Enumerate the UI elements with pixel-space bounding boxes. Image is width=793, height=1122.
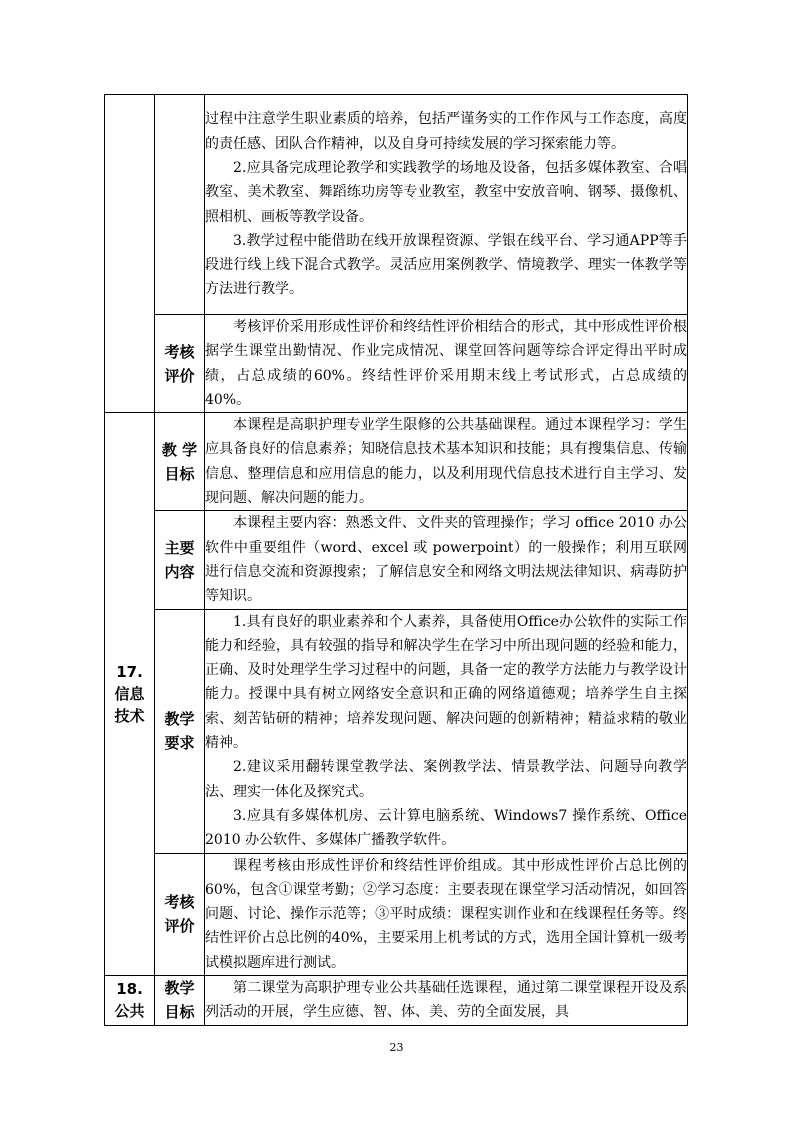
course-number: 17. — [116, 663, 143, 682]
section-label: 内容 — [164, 562, 195, 581]
table-row — [105, 853, 688, 975]
section-label: 教 学 — [161, 440, 198, 459]
paragraph: 3.应具有多媒体机房、云计算电脑系统、Windows7 操作系统、Office 2010 办公软件、多媒体广播教学软件。 — [205, 807, 687, 849]
course-name: 公共 — [114, 1002, 145, 1021]
paragraph: 课程考核由形成性评价和终结性评价组成。其中形成性评价占总比例的60%，包含①课堂考勤；②学习态度：主要表现在课堂学习活动情况，如回答问题、讨论、操作示范等；③平时成绩：课程实训作业和在线课程任务等。终结性评价占总比例的40%，主要采用上机考试的方式，选用全国计算机一级考试模拟题库进行测试。 — [205, 857, 687, 971]
paragraph: 过程中注意学生职业素质的培养，包括严谨务实的工作作风与工作态度，高度的责任感、团队合作精神，以及自身可持续发展的学习探索能力等。 — [205, 111, 687, 152]
course-name: 技术 — [114, 707, 145, 726]
section-label-cell — [155, 853, 205, 975]
table-row — [105, 95, 688, 315]
paragraph: 1.具有良好的职业素养和个人素养，具备使用Office办公软件的实际工作能力和经验，具有较强的指导和解决学生在学习中所出现问题的经验和能力，正确、及时处理学生学习过程中的问题，具备一定的教学方法能力与教学设计能力。授课中具有树立网络安全意识和正确的网络道德观；培养学生自主探索、刻苦钻研的精神；培养发现问题、解决问题的创新精神；精益求精的敬业精神。 — [205, 613, 687, 752]
section-content — [205, 511, 688, 609]
section-content — [205, 413, 688, 511]
section-label: 教学 — [164, 710, 195, 729]
section-label: 主要 — [164, 538, 195, 557]
paragraph: 3.教学过程中能借助在线开放课程资源、学银在线平台、学习通APP等手段进行线上线下混合式教学。灵活应用案例教学、情境教学、理实一体教学等方法进行教学。 — [205, 232, 687, 298]
paragraph: 考核评价采用形成性评价和终结性评价相结合的形式，其中形成性评价根据学生课堂出勤情况、作业完成情况、课堂回答问题等综合评定得出平时成绩，占总成绩的60%。终结性评价采用期末线上考试形式，占总成绩的40%。 — [205, 319, 687, 408]
section-label: 评价 — [164, 366, 195, 385]
paragraph: 第二课堂为高职护理专业公共基础任选课程，通过第二课堂课程开设及系列活动的开展，学生应德、智、体、美、劳的全面发展，具 — [205, 980, 687, 1021]
course-number-cell — [105, 95, 155, 413]
section-label: 要求 — [164, 734, 195, 753]
section-label: 目标 — [164, 464, 195, 483]
paragraph: 本课程是高职护理专业学生限修的公共基础课程。通过本课程学习：学生应具备良好的信息素养；知晓信息技术基本知识和技能；具有搜集信息、传输信息、整理信息和应用信息的能力，以及利用现代信息技术进行自主学习、发现问题、解决问题的能力。 — [205, 417, 687, 507]
course-number: 18. — [116, 980, 143, 999]
table-row — [105, 976, 688, 1026]
section-label: 目标 — [164, 1003, 195, 1022]
course-name: 信息 — [114, 685, 145, 704]
course-number-cell — [105, 413, 155, 976]
page-number: 23 — [389, 1041, 404, 1054]
section-content — [205, 315, 688, 413]
curriculum-table — [104, 94, 688, 1026]
section-content — [205, 95, 688, 315]
table-row — [105, 511, 688, 609]
section-label: 评价 — [164, 917, 195, 936]
section-label-cell — [155, 511, 205, 609]
section-label-cell — [155, 413, 205, 511]
section-content — [205, 853, 688, 975]
paragraph: 本课程主要内容：熟悉文件、文件夹的管理操作；学习 office 2010 办公软件中重要组件（word、excel 或 powerpoint）的一般操作；利用互联网进行信息交流和资源搜索；了解信息安全和网络文明法规法律知识、病毒防护等知识。 — [205, 515, 687, 605]
section-label: 考核 — [164, 893, 195, 912]
section-label: 教学 — [164, 979, 195, 998]
table-row — [105, 413, 688, 511]
section-content — [205, 976, 688, 1026]
section-label-cell — [155, 315, 205, 413]
paragraph: 2.应具备完成理论教学和实践教学的场地及设备，包括多媒体教室、合唱教室、美术教室、舞蹈练功房等专业教室，教室中安放音响、钢琴、摄像机、照相机、画板等教学设备。 — [205, 159, 687, 225]
section-label: 考核 — [164, 342, 195, 361]
section-label-cell — [155, 976, 205, 1026]
section-label-cell — [155, 95, 205, 315]
section-content — [205, 609, 688, 853]
table-row — [105, 609, 688, 853]
section-label-cell — [155, 609, 205, 853]
table-row — [105, 315, 688, 413]
paragraph: 2.建议采用翻转课堂教学法、案例教学法、情景教学法、问题导向教学法、理实一体化及探究式。 — [205, 759, 687, 800]
course-number-cell — [105, 976, 155, 1026]
